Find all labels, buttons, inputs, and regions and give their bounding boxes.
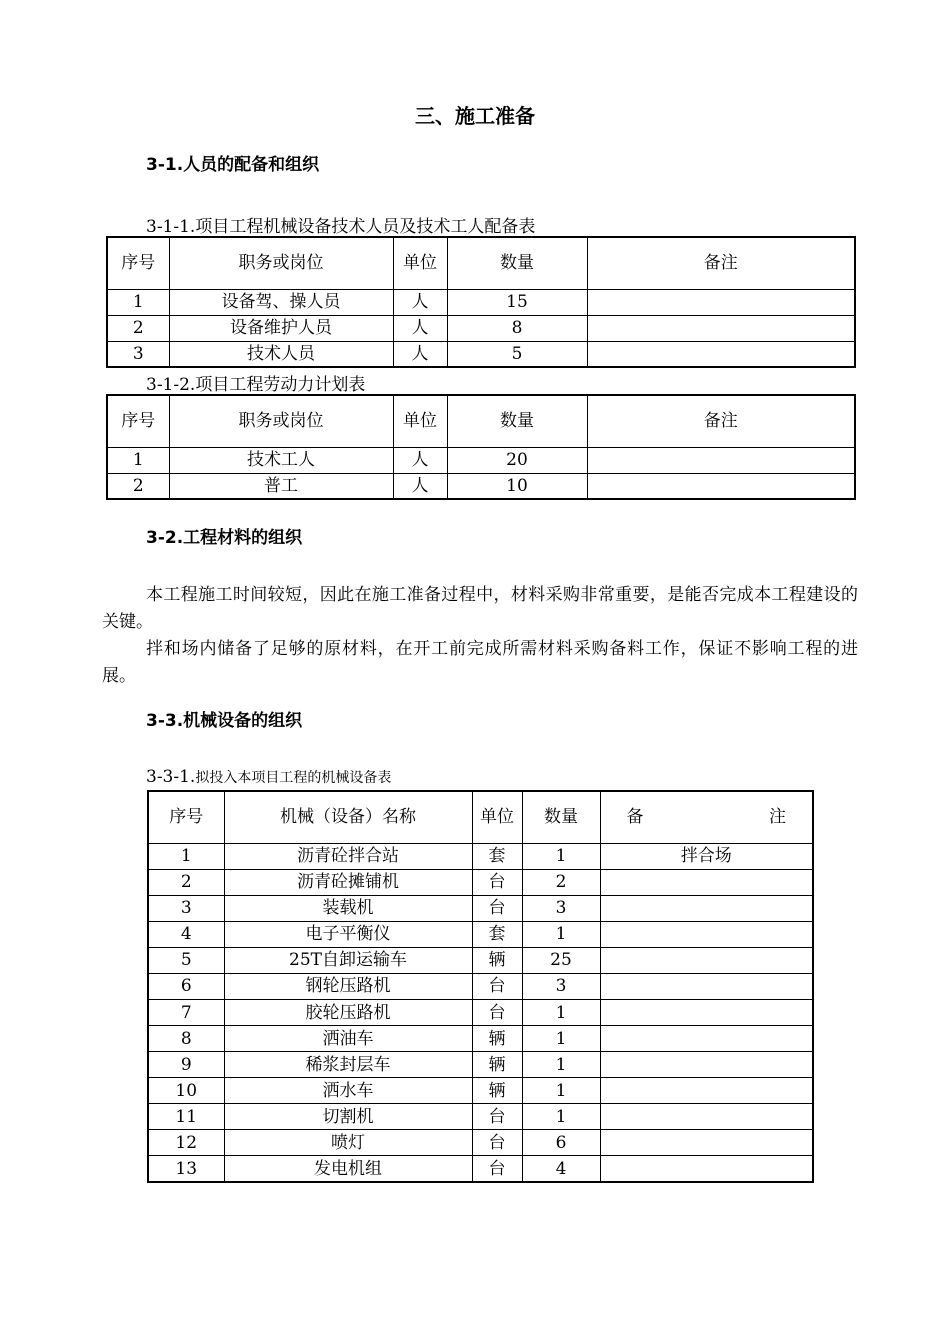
table-row — [148, 895, 813, 921]
table-cell — [587, 447, 855, 473]
table-cell: 2 — [107, 473, 169, 499]
paragraph: 本工程施工时间较短，因此在施工准备过程中，材料采购非常重要，是能否完成本工程建设的关键。 — [102, 585, 858, 632]
table-row — [148, 1130, 813, 1156]
page-title: 三、施工准备 — [415, 104, 535, 128]
table-caption-equipment — [146, 767, 391, 787]
table-row — [107, 341, 855, 367]
table-cell — [587, 315, 855, 341]
table-row — [148, 1052, 813, 1078]
table-row — [107, 447, 855, 473]
table-cell: 技术人员 — [169, 341, 393, 367]
table-cell: 6 — [522, 1130, 600, 1156]
table-cell: 辆 — [472, 947, 522, 973]
table-cell: 套 — [472, 921, 522, 947]
table-cell: 台 — [472, 1156, 522, 1182]
table-cell: 1 — [522, 1026, 600, 1052]
table-cell: 3 — [522, 973, 600, 999]
table-cell: 1 — [107, 289, 169, 315]
table-cell: 台 — [472, 973, 522, 999]
equipment-table — [147, 790, 846, 1183]
table-cell — [600, 973, 813, 999]
staff-table — [106, 236, 856, 368]
table-cell — [600, 869, 813, 895]
table-cell: 人 — [393, 447, 447, 473]
table-cell: 10 — [148, 1078, 224, 1104]
labor-table — [106, 394, 856, 500]
table-cell: 洒油车 — [224, 1026, 472, 1052]
table-cell: 台 — [472, 1104, 522, 1130]
table-cell: 钢轮压路机 — [224, 973, 472, 999]
table-cell: 技术工人 — [169, 447, 393, 473]
table-caption-labor: 3-1-2.项目工程劳动力计划表 — [146, 375, 366, 395]
section-heading-personnel: 3-1.人员的配备和组织 — [146, 155, 320, 175]
table-cell — [600, 1156, 813, 1182]
table-cell: 2 — [522, 869, 600, 895]
section-heading-materials: 3-2.工程材料的组织 — [146, 528, 303, 548]
table-cell: 3 — [148, 895, 224, 921]
table-row — [148, 947, 813, 973]
table-cell — [587, 341, 855, 367]
table-cell: 1 — [522, 921, 600, 947]
table-cell: 拌合场 — [600, 843, 813, 869]
table-cell: 沥青砼拌合站 — [224, 843, 472, 869]
table-cell: 2 — [107, 315, 169, 341]
table-cell: 辆 — [472, 1078, 522, 1104]
table-cell — [600, 1078, 813, 1104]
table-cell: 辆 — [472, 1026, 522, 1052]
table-header-row — [148, 791, 813, 843]
table-header-row — [107, 237, 855, 289]
header-cell: 数量 — [522, 791, 600, 843]
table-cell: 15 — [447, 289, 587, 315]
table-cell: 1 — [522, 1000, 600, 1026]
table-cell: 1 — [522, 1104, 600, 1130]
table-cell: 20 — [447, 447, 587, 473]
table-cell: 普工 — [169, 473, 393, 499]
table-cell: 5 — [447, 341, 587, 367]
header-cell: 备注 — [587, 395, 855, 447]
table-cell: 电子平衡仪 — [224, 921, 472, 947]
header-cell: 单位 — [393, 237, 447, 289]
table-cell — [600, 1130, 813, 1156]
table-cell — [600, 1026, 813, 1052]
header-remark: 备 注 — [626, 807, 846, 828]
table-row — [107, 315, 855, 341]
header-cell: 机械（设备）名称 — [224, 791, 472, 843]
table-cell: 1 — [522, 1078, 600, 1104]
table-cell: 胶轮压路机 — [224, 1000, 472, 1026]
table-cell: 发电机组 — [224, 1156, 472, 1182]
table-cell: 1 — [522, 843, 600, 869]
table-cell: 13 — [148, 1156, 224, 1182]
table-cell — [600, 921, 813, 947]
table-row — [107, 289, 855, 315]
paragraph: 拌和场内储备了足够的原材料，在开工前完成所需材料采购备料工作，保证不影响工程的进展。 — [102, 639, 858, 686]
table-cell: 4 — [148, 921, 224, 947]
table-cell: 人 — [393, 473, 447, 499]
table-row — [148, 1156, 813, 1182]
table-cell: 2 — [148, 869, 224, 895]
table-cell: 台 — [472, 1130, 522, 1156]
table-cell: 3 — [107, 341, 169, 367]
table-header-row — [107, 395, 855, 447]
table-cell: 人 — [393, 315, 447, 341]
materials-paragraphs — [102, 582, 858, 690]
table-cell: 稀浆封层车 — [224, 1052, 472, 1078]
table-caption-staff: 3-1-1.项目工程机械设备技术人员及技术工人配备表 — [146, 217, 536, 237]
header-cell: 职务或岗位 — [169, 395, 393, 447]
header-cell: 单位 — [472, 791, 522, 843]
table-cell: 1 — [107, 447, 169, 473]
table-cell: 套 — [472, 843, 522, 869]
header-cell: 数量 — [447, 237, 587, 289]
table-row — [148, 1078, 813, 1104]
header-cell — [600, 791, 846, 843]
table-cell: 8 — [447, 315, 587, 341]
header-cell: 单位 — [393, 395, 447, 447]
header-cell: 序号 — [107, 395, 169, 447]
table-cell: 7 — [148, 1000, 224, 1026]
table-cell — [600, 895, 813, 921]
table-cell: 台 — [472, 895, 522, 921]
table-cell: 喷灯 — [224, 1130, 472, 1156]
table-row — [148, 869, 813, 895]
table-cell: 人 — [393, 341, 447, 367]
header-cell: 序号 — [148, 791, 224, 843]
table-cell: 设备维护人员 — [169, 315, 393, 341]
header-cell: 数量 — [447, 395, 587, 447]
table-cell: 12 — [148, 1130, 224, 1156]
table-cell — [587, 289, 855, 315]
table-cell — [600, 1000, 813, 1026]
caption-text: 拟投入本项目工程的机械设备表 — [195, 770, 392, 786]
table-cell: 4 — [522, 1156, 600, 1182]
table-cell: 台 — [472, 869, 522, 895]
table-cell — [600, 1104, 813, 1130]
table-cell: 9 — [148, 1052, 224, 1078]
table-cell: 10 — [447, 473, 587, 499]
table-row — [148, 921, 813, 947]
table-cell: 25 — [522, 947, 600, 973]
table-cell: 3 — [522, 895, 600, 921]
table-row — [148, 1000, 813, 1026]
table-cell: 装载机 — [224, 895, 472, 921]
table-cell: 人 — [393, 289, 447, 315]
header-cell: 序号 — [107, 237, 169, 289]
table-row — [148, 973, 813, 999]
caption-prefix: 3-3-1. — [146, 767, 196, 787]
table-cell: 6 — [148, 973, 224, 999]
table-cell: 5 — [148, 947, 224, 973]
table-cell: 25T自卸运输车 — [224, 947, 472, 973]
table-cell: 辆 — [472, 1052, 522, 1078]
table-row — [148, 843, 813, 869]
table-cell: 11 — [148, 1104, 224, 1130]
table-cell: 1 — [522, 1052, 600, 1078]
header-cell: 备注 — [587, 237, 855, 289]
table-cell: 沥青砼摊铺机 — [224, 869, 472, 895]
table-cell: 台 — [472, 1000, 522, 1026]
table-cell: 8 — [148, 1026, 224, 1052]
table-cell — [587, 473, 855, 499]
table-row — [148, 1104, 813, 1130]
table-row — [148, 1026, 813, 1052]
header-cell: 职务或岗位 — [169, 237, 393, 289]
table-cell: 设备驾、操人员 — [169, 289, 393, 315]
table-cell: 切割机 — [224, 1104, 472, 1130]
table-cell: 1 — [148, 843, 224, 869]
table-cell — [600, 1052, 813, 1078]
section-heading-equipment: 3-3.机械设备的组织 — [146, 711, 303, 731]
table-row — [107, 473, 855, 499]
table-cell — [600, 947, 813, 973]
table-cell: 洒水车 — [224, 1078, 472, 1104]
